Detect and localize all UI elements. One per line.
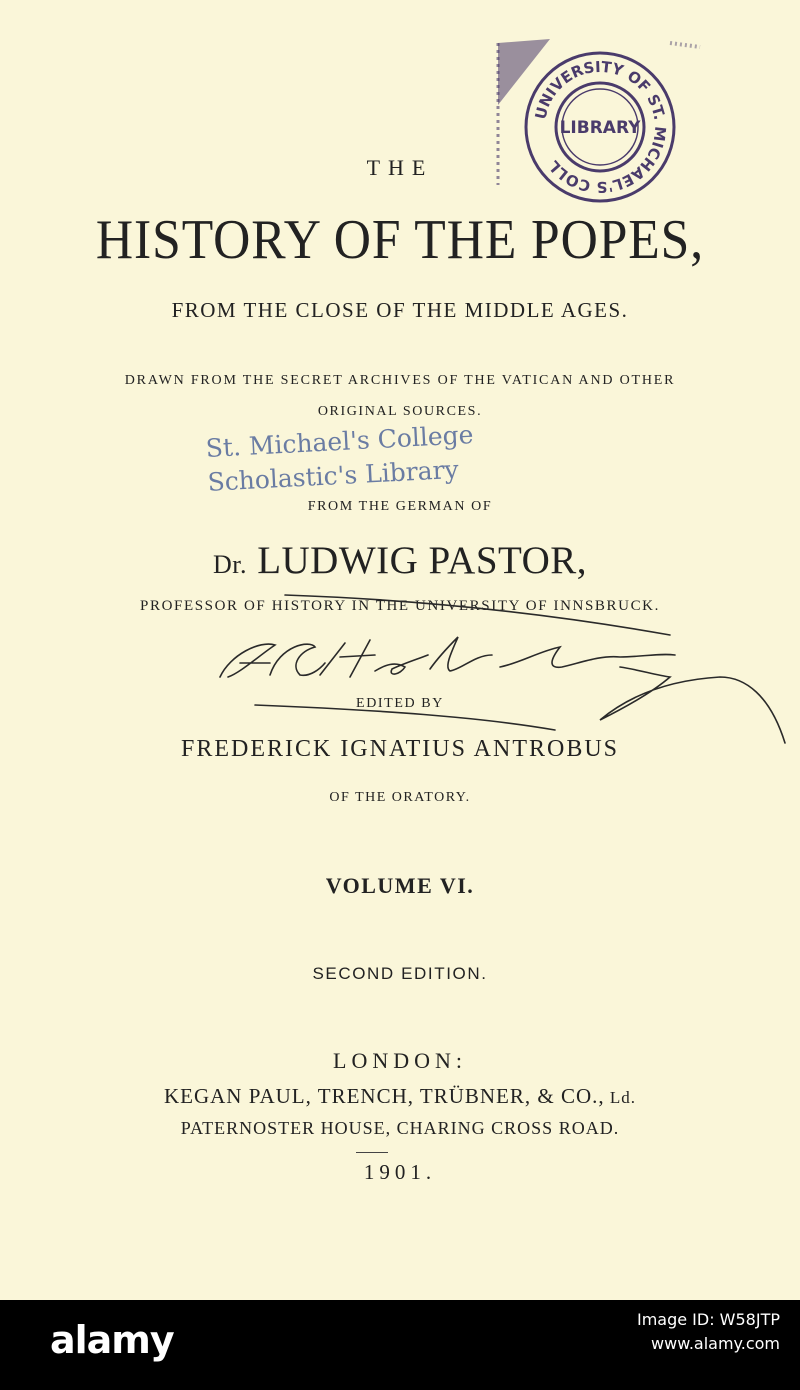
seal-outer-text: UNIVERSITY OF ST. MICHAEL'S COLL bbox=[531, 57, 670, 197]
editor-affiliation: OF THE ORATORY. bbox=[329, 790, 471, 805]
author-prefix: Dr. bbox=[212, 550, 247, 579]
book-title: HISTORY OF THE POPES, bbox=[95, 209, 705, 271]
year-rule bbox=[356, 1152, 388, 1153]
image-id: Image ID: W58JTP bbox=[636, 1310, 780, 1329]
author-role: PROFESSOR OF HISTORY IN THE UNIVERSITY OF INNSBRUCK. bbox=[140, 598, 660, 614]
site-url: www.alamy.com bbox=[651, 1334, 780, 1353]
publication-city: LONDON: bbox=[333, 1048, 467, 1073]
brand-logo: alamy bbox=[50, 1318, 174, 1362]
translation-note: FROM THE GERMAN OF bbox=[307, 499, 493, 514]
image-id-block bbox=[620, 1308, 780, 1356]
ink-stamp-line-1: St. Michael's College bbox=[205, 419, 475, 463]
ink-stamp-line-2: Scholastic's Library bbox=[206, 454, 460, 497]
title-article: THE bbox=[366, 155, 434, 180]
publisher-name: KEGAN PAUL, TRENCH, TRÜBNER, & CO., bbox=[163, 1084, 605, 1108]
editor-name: FREDERICK IGNATIUS ANTROBUS bbox=[180, 736, 620, 762]
author-name bbox=[0, 538, 800, 583]
seal-inner-text: LIBRARY bbox=[559, 118, 641, 138]
book-subtitle: FROM THE CLOSE OF THE MIDDLE AGES. bbox=[171, 298, 629, 322]
sources-line-1: DRAWN FROM THE SECRET ARCHIVES OF THE VATICAN AND OTHER bbox=[124, 373, 676, 388]
sources-line-2: ORIGINAL SOURCES. bbox=[317, 404, 483, 419]
publisher-ld: Ld. bbox=[604, 1088, 637, 1107]
edition: SECOND EDITION. bbox=[312, 964, 488, 983]
author-surname: LUDWIG PASTOR, bbox=[246, 539, 588, 582]
handwritten-signature bbox=[200, 585, 790, 755]
edited-by: EDITED BY bbox=[356, 696, 444, 711]
publisher-address: PATERNOSTER HOUSE, CHARING CROSS ROAD. bbox=[180, 1118, 620, 1138]
library-ink-stamp bbox=[205, 418, 475, 500]
volume-number: VOLUME VI. bbox=[325, 873, 475, 898]
publisher bbox=[0, 1084, 800, 1109]
library-seal-stamp bbox=[490, 35, 705, 210]
publication-year: 1901. bbox=[363, 1160, 437, 1184]
